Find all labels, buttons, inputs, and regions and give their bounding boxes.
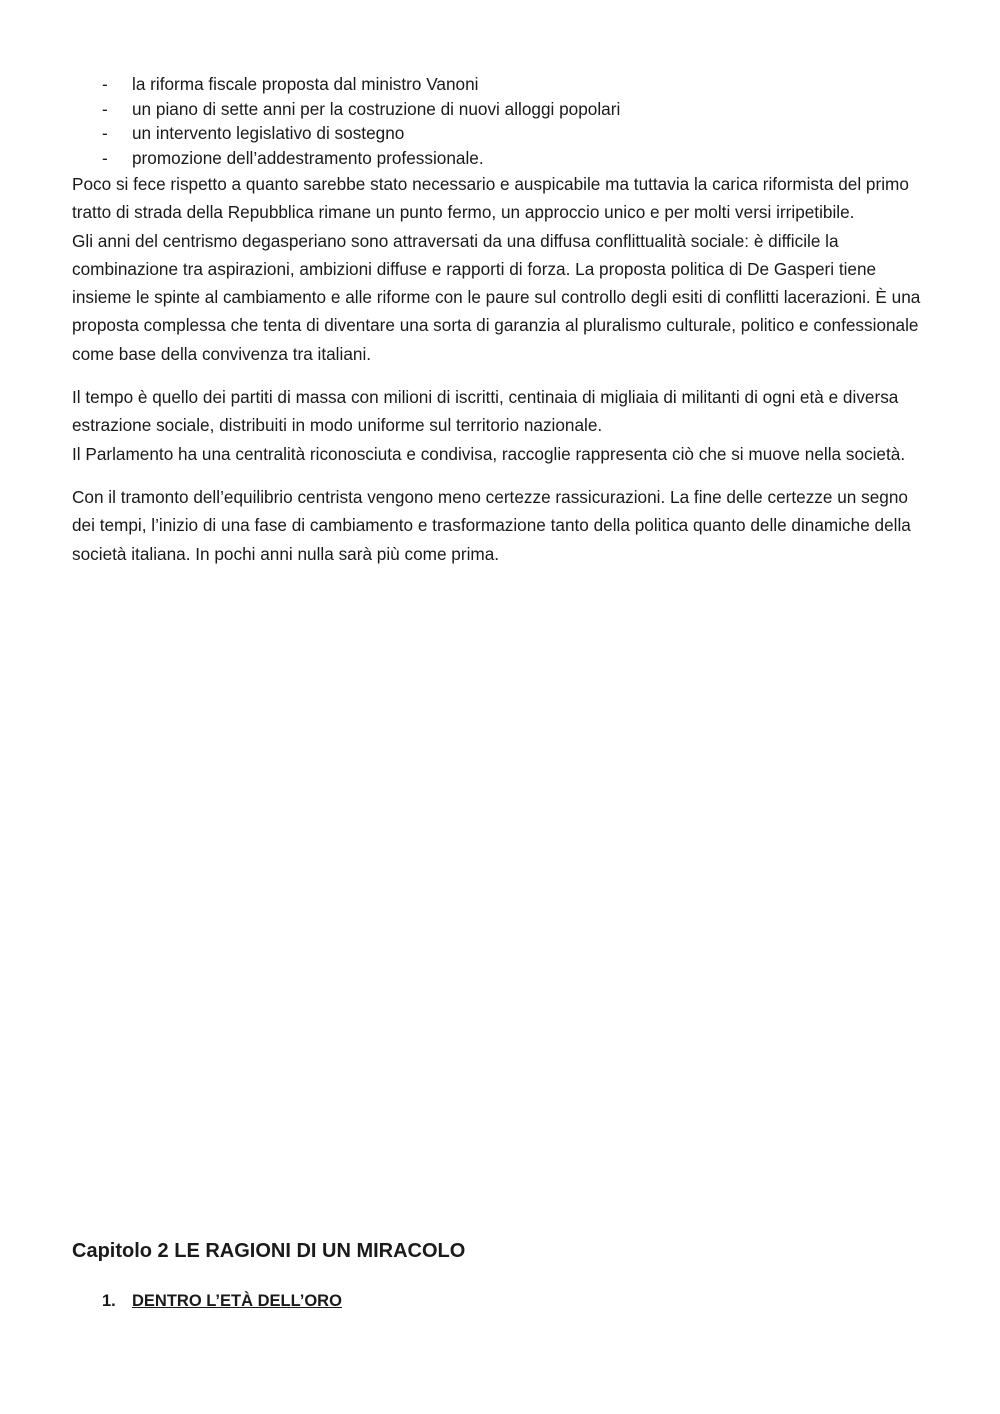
bullet-marker: - <box>102 74 108 94</box>
list-item-text: un intervento legislativo di sostegno <box>132 123 405 143</box>
bullet-marker: - <box>102 98 108 119</box>
paragraph: Il tempo è quello dei partiti di massa con milioni di iscritti, centinaia di migliaia di militanti di ogni età e diversa estrazione sociale, distribuiti in modo uniforme sul territorio nazionale. <box>72 387 899 436</box>
paragraph-spacer <box>72 468 934 483</box>
list-item <box>72 72 934 97</box>
list-item <box>72 121 934 146</box>
section-number-wrap <box>72 1292 132 1311</box>
section-number: 1. <box>102 1292 116 1310</box>
bullet-marker: - <box>102 147 108 168</box>
section-heading <box>72 1292 342 1311</box>
paragraph-spacer <box>72 368 934 383</box>
chapter-heading: Capitolo 2 LE RAGIONI DI UN MIRACOLO <box>72 1240 466 1262</box>
page-body <box>72 72 934 568</box>
paragraph: Con il tramonto dell’equilibrio centrista vengono meno certezze rassicurazioni. La fine delle certezze un segno dei tempi, l’inizio di una fase di cambiamento e trasformazione tanto della politica quanto delle dinamiche della società italiana. In pochi anni nulla sarà più come prima. <box>72 486 911 564</box>
list-item <box>72 97 934 122</box>
bullet-marker: - <box>102 123 108 143</box>
reform-list <box>72 72 934 170</box>
list-item <box>72 146 934 171</box>
paragraph: Poco si fece rispetto a quanto sarebbe stato necessario e auspicabile ma tuttavia la carica riformista del primo tratto di strada della Repubblica rimane un punto fermo, un approccio unico e per molti versi irripetibile. <box>72 174 909 223</box>
section-title: DENTRO L’ETÀ DELL’ORO <box>132 1292 342 1310</box>
paragraph: Gli anni del centrismo degasperiano sono attraversati da una diffusa conflittualità sociale: è difficile la combinazione tra aspirazioni, ambizioni diffuse e rapporti di forza. La proposta politica di De Gasperi tiene insieme le spinte al cambiamento e alle riforme con le paure sul controllo degli esiti di conflitti lacerazioni. È una proposta complessa che tenta di diventare una sorta di garanzia al pluralismo culturale, politico e confessionale come base della convivenza tra italiani. <box>72 230 921 364</box>
list-item-text: promozione dell’addestramento professionale. <box>132 147 484 168</box>
list-item-text: un piano di sette anni per la costruzione di nuovi alloggi popolari <box>132 98 621 119</box>
list-item-text: la riforma fiscale proposta dal ministro Vanoni <box>132 74 479 94</box>
paragraph: Il Parlamento ha una centralità riconosciuta e condivisa, raccoglie rappresenta ciò che si muove nella società. <box>72 443 906 464</box>
